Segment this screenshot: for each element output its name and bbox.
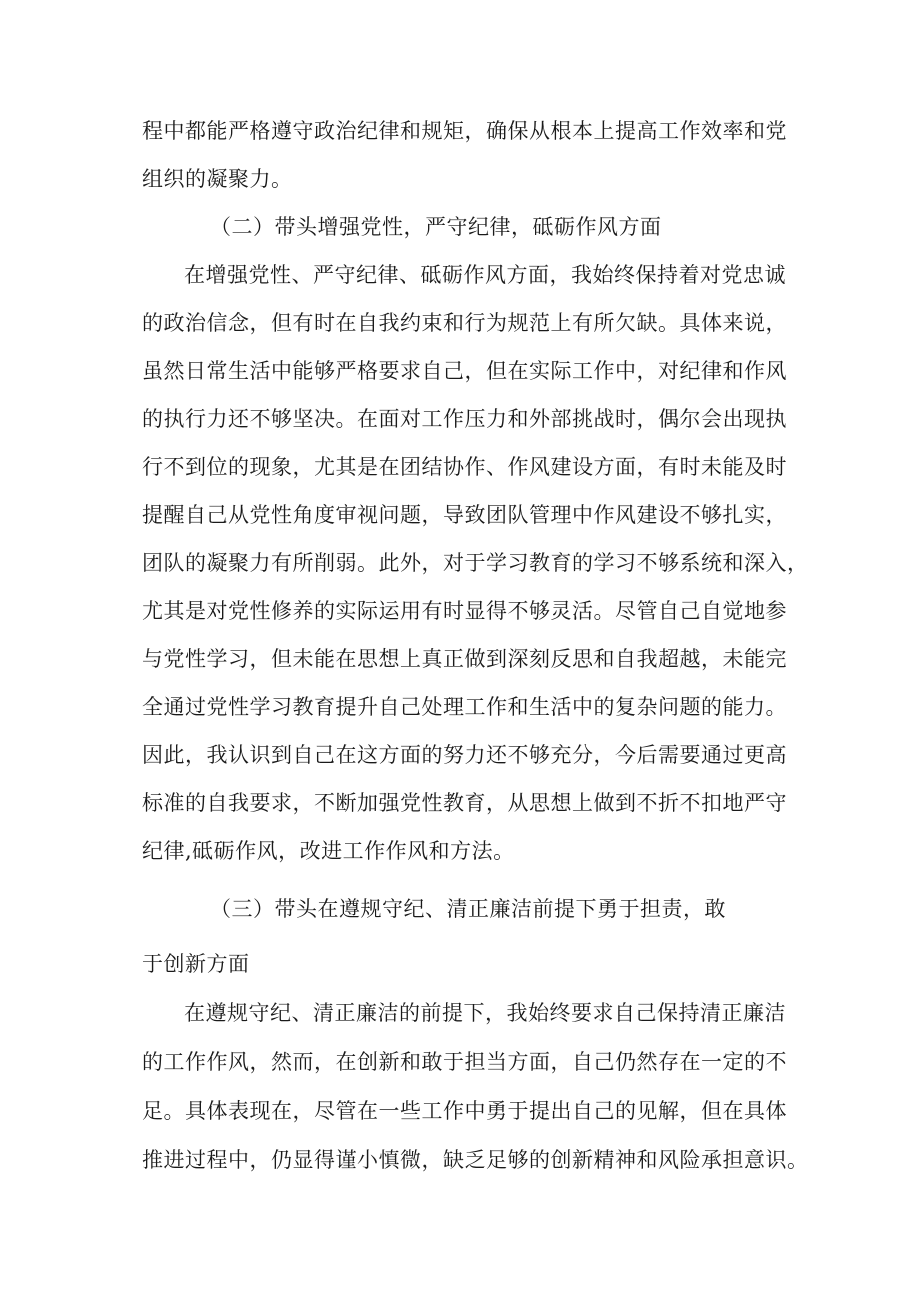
text-line: 因此，我认识到自己在这方面的努力还不够充分，今后需要通过更高 — [142, 743, 787, 767]
text-line: 尤其是对党性修养的实际运用有时显得不够灵活。尽管自己自觉地参 — [142, 599, 787, 623]
text-line: 全通过党性学习教育提升自己处理工作和生活中的复杂问题的能力。 — [142, 695, 787, 719]
section-heading-3: （三）带头在遵规守纪、清正廉洁前提下勇于担责，敢 — [210, 897, 726, 921]
text-line: 团队的凝聚力有所削弱。此外，对于学习教育的学习不够系统和深入， — [142, 551, 809, 575]
text-line: 的政治信念，但有时在自我约束和行为规范上有所欠缺。具体来说， — [142, 311, 787, 335]
text-line: 提醒自己从党性角度审视问题，导致团队管理中作风建设不够扎实， — [142, 503, 787, 527]
text-line: 的工作作风，然而，在创新和敢于担当方面，自己仍然存在一定的不 — [142, 1050, 787, 1074]
text-line: 与党性学习，但未能在思想上真正做到深刻反思和自我超越，未能完 — [142, 647, 787, 671]
text-line: 组织的凝聚力。 — [142, 167, 293, 191]
text-line: 足。具体表现在，尽管在一些工作中勇于提出自己的见解，但在具体 — [142, 1099, 787, 1123]
text-line: 纪律,砥砺作风，改进工作作风和方法。 — [142, 839, 515, 863]
text-line: 标准的自我要求，不断加强党性教育，从思想上做到不折不扣地严守 — [142, 791, 787, 815]
text-line: 虽然日常生活中能够严格要求自己，但在实际工作中，对纪律和作风 — [142, 359, 787, 383]
text-line: 行不到位的现象，尤其是在团结协作、作风建设方面，有时未能及时 — [142, 455, 787, 479]
paragraph-first-line: 在遵规守纪、清正廉洁的前提下，我始终要求自己保持清正廉洁 — [184, 1001, 786, 1025]
paragraph-first-line: 在增强党性、严守纪律、砥砺作风方面，我始终保持着对党忠诚 — [184, 263, 786, 287]
section-heading-3-continued: 于创新方面 — [142, 952, 250, 976]
text-line: 推进过程中，仍显得谨小慎微，缺乏足够的创新精神和风险承担意识。 — [142, 1148, 809, 1172]
section-heading-2: （二）带头增强党性，严守纪律，砥砺作风方面 — [210, 215, 662, 239]
text-line: 程中都能严格遵守政治纪律和规矩，确保从根本上提高工作效率和党 — [142, 119, 787, 143]
text-line: 的执行力还不够坚决。在面对工作压力和外部挑战时，偶尔会出现执 — [142, 407, 787, 431]
